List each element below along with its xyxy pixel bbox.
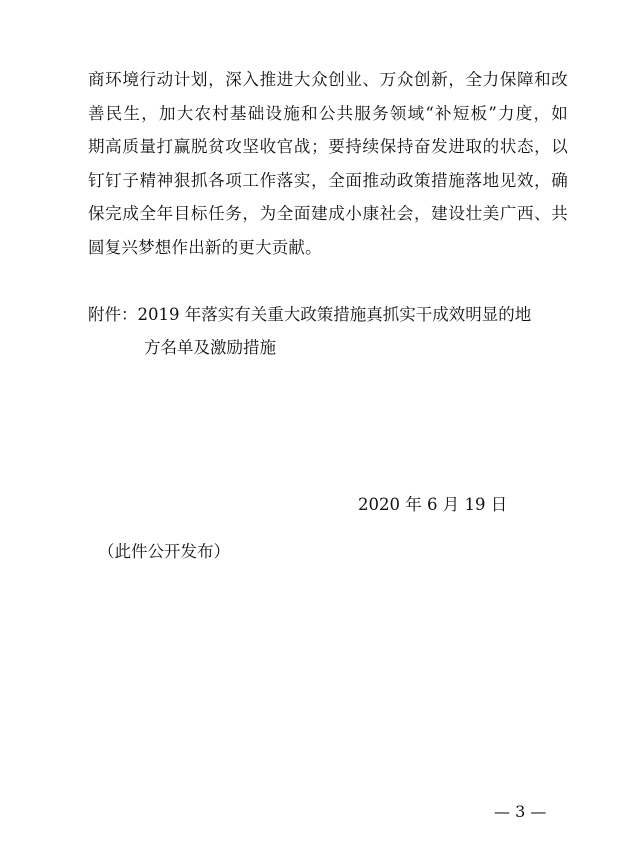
- body-line: 钉钉子精神狠抓各项工作落实，全面推动政策措施落地见效，确: [88, 170, 568, 190]
- attachment-note: [88, 298, 568, 364]
- attachment-title-line2: 方名单及激励措施: [144, 338, 276, 357]
- page-number: — 3 —: [494, 802, 547, 821]
- document-date: 2020 年 6 月 19 日: [358, 495, 508, 514]
- attachment-title-line1: 2019 年落实有关重大政策措施真抓实干成效明显的地: [137, 305, 532, 324]
- body-line: 保完成全年目标任务，为全面建成小康社会，建设壮美广西、共: [88, 204, 568, 223]
- release-note: （此件公开发布）: [98, 542, 230, 561]
- attachment-label: 附件：: [88, 305, 138, 324]
- body-line: 期高质量打赢脱贫攻坚收官战；要持续保持奋发进取的状态，以: [88, 137, 568, 156]
- body-line: 圆复兴梦想作出新的更大贡献。: [88, 237, 322, 257]
- attachment-row: [88, 298, 568, 331]
- body-paragraph: [88, 63, 568, 264]
- body-line: 商环境行动计划，深入推进大众创业、万众创新，全力保障和改: [88, 70, 568, 89]
- body-line: 善民生，加大农村基础设施和公共服务领域“补短板”力度，如: [88, 103, 568, 123]
